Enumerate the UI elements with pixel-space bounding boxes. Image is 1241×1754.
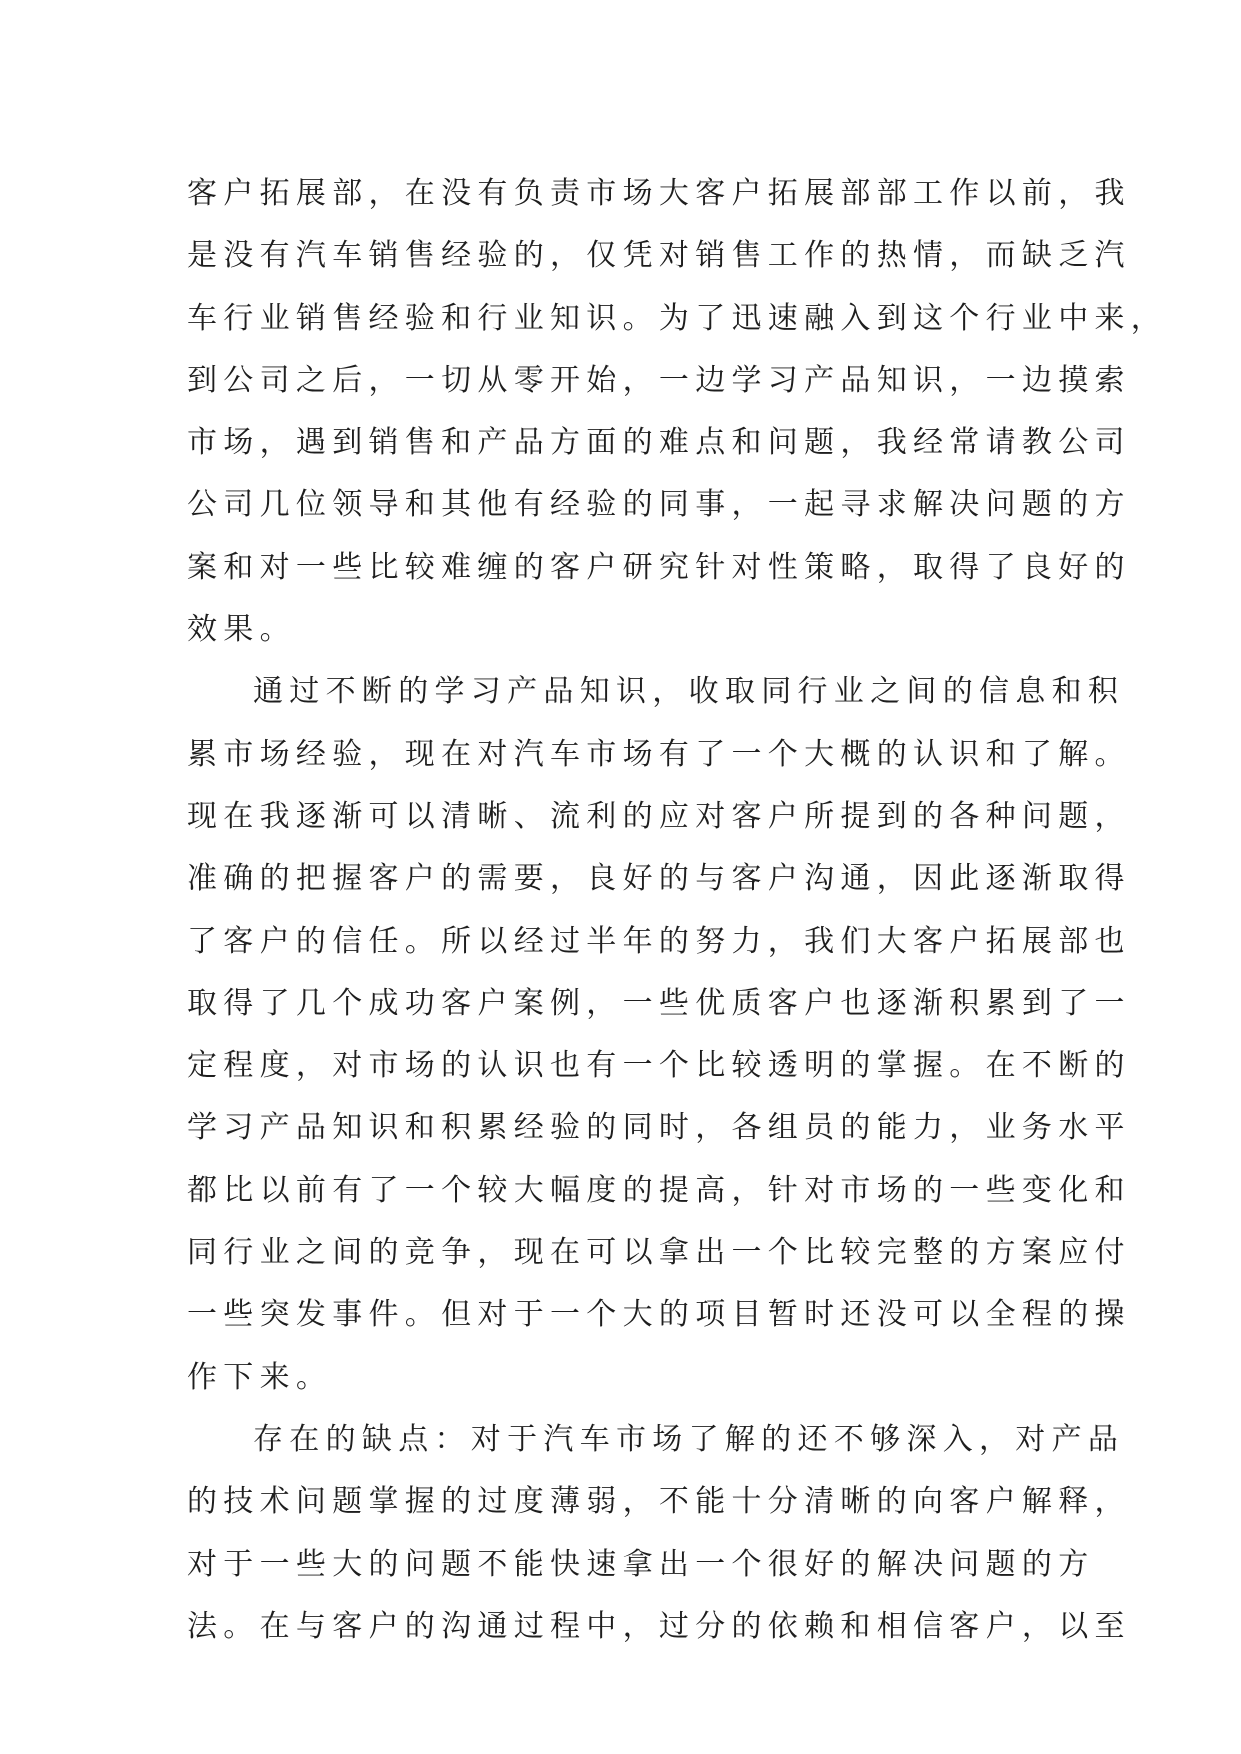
text-line: 一些突发事件。但对于一个大的项目暂时还没可以全程的操 bbox=[187, 1297, 1131, 1333]
text-line: 作下来。 bbox=[187, 1359, 333, 1395]
paragraph-2 bbox=[187, 661, 1131, 1409]
text-line: 案和对一些比较难缠的客户研究针对性策略，取得了良好的 bbox=[187, 549, 1131, 585]
document-body bbox=[187, 163, 1168, 1658]
text-line: 车行业销售经验和行业知识。为了迅速融入到这个行业中来， bbox=[187, 300, 1168, 336]
text-line: 现在我逐渐可以清晰、流利的应对客户所提到的各种问题， bbox=[187, 798, 1131, 834]
text-line: 定程度，对市场的认识也有一个比较透明的掌握。在不断的 bbox=[187, 1048, 1131, 1084]
text-line: 都比以前有了一个较大幅度的提高，针对市场的一些变化和 bbox=[187, 1172, 1131, 1208]
text-line: 是没有汽车销售经验的，仅凭对销售工作的热情，而缺乏汽 bbox=[187, 238, 1131, 274]
text-line: 公司几位领导和其他有经验的同事，一起寻求解决问题的方 bbox=[187, 487, 1131, 523]
text-line-first-indented: 通过不断的学习产品知识，收取同行业之间的信息和积 bbox=[253, 674, 1125, 710]
text-line: 市场，遇到销售和产品方面的难点和问题，我经常请教公司 bbox=[187, 425, 1131, 461]
text-line: 了客户的信任。所以经过半年的努力，我们大客户拓展部也 bbox=[187, 923, 1131, 959]
text-line: 对于一些大的问题不能快速拿出一个很好的解决问题的方 bbox=[187, 1546, 1095, 1582]
text-line: 取得了几个成功客户案例，一些优质客户也逐渐积累到了一 bbox=[187, 985, 1131, 1021]
text-line: 效果。 bbox=[187, 612, 296, 648]
text-line: 学习产品知识和积累经验的同时，各组员的能力，业务水平 bbox=[187, 1110, 1131, 1146]
text-line: 的技术问题掌握的过度薄弱，不能十分清晰的向客户解释， bbox=[187, 1484, 1131, 1520]
text-line: 法。在与客户的沟通过程中，过分的依赖和相信客户，以至 bbox=[187, 1608, 1131, 1644]
text-line: 累市场经验，现在对汽车市场有了一个大概的认识和了解。 bbox=[187, 736, 1131, 772]
paragraph-1 bbox=[187, 163, 1168, 661]
text-line: 到公司之后，一切从零开始，一边学习产品知识，一边摸索 bbox=[187, 362, 1131, 398]
text-line: 客户拓展部，在没有负责市场大客户拓展部部工作以前，我 bbox=[187, 176, 1131, 211]
text-line: 同行业之间的竞争，现在可以拿出一个比较完整的方案应付 bbox=[187, 1235, 1131, 1271]
text-line: 准确的把握客户的需要，良好的与客户沟通，因此逐渐取得 bbox=[187, 861, 1131, 897]
paragraph-3 bbox=[187, 1409, 1131, 1658]
text-line-first-indented: 存在的缺点：对于汽车市场了解的还不够深入，对产品 bbox=[253, 1421, 1125, 1457]
